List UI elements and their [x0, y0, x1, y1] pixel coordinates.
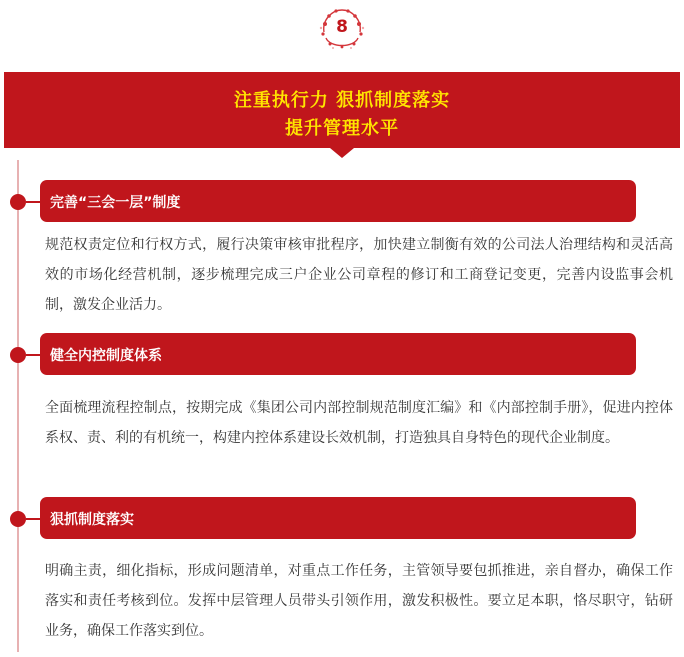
section-title: 健全内控制度体系	[50, 348, 162, 364]
section-title: 完善“三会一层”制度	[50, 195, 181, 211]
timeline-dot	[10, 511, 26, 527]
section-header	[40, 333, 636, 375]
section-body: 明确主责，细化指标，形成问题清单，对重点工作任务，主管领导要包抓推进，亲自督办，确保工作落实和责任考核到位。发挥中层管理人员带头引领作用，激发积极性。要立足本职，恪尽职守，钻研业务，确保工作落实到位。	[45, 563, 673, 639]
section-number: 8	[336, 17, 348, 37]
banner-title-line-2: 提升管理水平	[285, 118, 399, 139]
section-header	[40, 497, 636, 539]
section-header	[40, 180, 636, 222]
banner-title-line-1: 注重执行力 狠抓制度落实	[233, 90, 451, 111]
banner-pointer	[330, 148, 354, 158]
timeline-dot	[10, 194, 26, 210]
section-body: 规范权责定位和行权方式，履行决策审核审批程序，加快建立制衡有效的公司法人治理结构和灵活高效的市场化经营机制，逐步梳理完成三户企业公司章程的修订和工商登记变更，完善内设监事会机制，激发企业活力。	[45, 237, 673, 313]
timeline-dot	[10, 347, 26, 363]
timeline-line	[17, 160, 19, 652]
section-body: 全面梳理流程控制点，按期完成《集团公司内部控制规范制度汇编》和《内部控制手册》，促进内控体系权、责、利的有机统一，构建内控体系建设长效机制，打造独具自身特色的现代企业制度。	[45, 400, 673, 446]
section-number-badge	[316, 6, 368, 52]
title-banner	[4, 72, 680, 148]
section-title: 狠抓制度落实	[50, 512, 134, 528]
